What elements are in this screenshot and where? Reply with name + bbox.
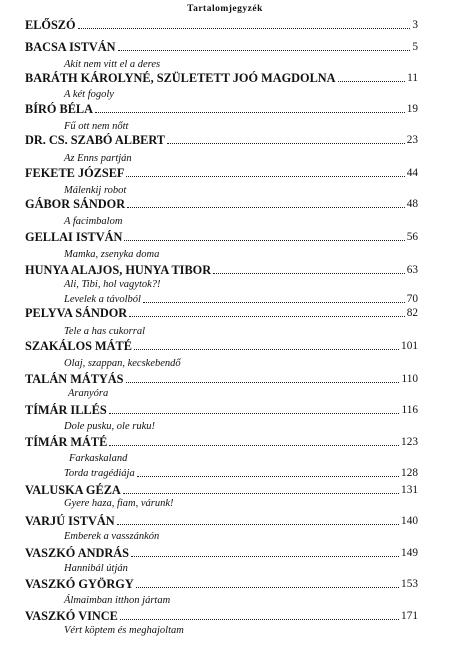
leader-dots [127,206,405,208]
toc-entry[interactable] [25,514,418,528]
toc-entry-name: FEKETE JÓZSEF [25,166,125,180]
leader-dots [126,175,404,177]
toc-entry[interactable] [25,197,418,211]
toc-entry[interactable] [25,306,418,320]
toc-entry-page: 140 [401,515,418,527]
toc-entry-page: 131 [401,484,418,496]
toc-entry[interactable] [25,372,418,386]
toc-entry[interactable] [25,102,418,116]
toc-entry-page: 101 [401,340,418,352]
toc-entry[interactable] [25,71,418,85]
toc-subtitle: Emberek a vasszánkón [64,531,160,542]
leader-dots [338,80,406,82]
toc-entry[interactable] [25,577,418,591]
toc-entry-name: VASZKÓ ANDRÁS [25,546,129,560]
toc-subtitle: Olaj, szappan, kecskebendő [64,358,181,369]
toc-entry-page: 63 [406,264,418,276]
leader-dots [109,412,400,414]
toc-subtitle: Farkaskaland [69,453,128,464]
toc-subentry[interactable] [64,293,418,306]
toc-entry[interactable] [25,403,418,417]
toc-subtitle: Aranyóra [68,388,109,399]
toc-title: Tartalomjegyzék [187,4,263,14]
toc-entry-name: HUNYA ALAJOS, HUNYA TIBOR [25,263,212,277]
toc-entry-name: DR. CS. SZABÓ ALBERT [25,133,165,147]
toc-entry[interactable] [25,166,418,180]
leader-dots [78,27,411,29]
toc-entry-page: 123 [401,436,418,448]
toc-subtitle: Az Enns partján [64,153,132,164]
toc-entry-name: TALÁN MÁTYÁS [25,372,124,386]
toc-entry-name: ELŐSZÓ [25,18,76,32]
toc-entry-name: VALUSKA GÉZA [25,483,121,497]
leader-dots [136,586,399,588]
toc-entry-page: 110 [401,373,418,385]
toc-entry-page: 149 [401,547,418,559]
toc-subtitle: Levelek a távolból [64,294,141,305]
leader-dots [95,111,405,113]
toc-subtitle: Mamka, zsenyka doma [64,249,160,260]
toc-subtitle: Ali, Tibi, hol vagytok?! [64,279,161,290]
toc-entry[interactable] [25,435,418,449]
leader-dots [137,475,399,477]
toc-entry[interactable] [25,339,418,353]
toc-entry-name: TÍMÁR MÁTÉ [25,435,108,449]
toc-entry-page: 171 [401,610,418,622]
toc-entry[interactable] [25,40,418,54]
toc-entry-name: SZAKÁLOS MÁTÉ [25,339,132,353]
toc-entry-page: 116 [401,404,418,416]
toc-subtitle: Fű ott nem nőtt [64,121,129,132]
toc-subtitle: Tele a has cukorral [64,326,145,337]
toc-subtitle: Dole pusku, ole ruku! [64,421,155,432]
toc-entry-page: 82 [406,307,418,319]
leader-dots [117,523,399,525]
toc-entry-page: 153 [401,578,418,590]
toc-entry-page: 5 [412,41,418,53]
toc-entry-name: TÍMÁR ILLÉS [25,403,107,417]
toc-entry[interactable] [25,483,418,497]
toc-entry[interactable] [25,263,418,277]
toc-entry[interactable] [25,133,418,147]
toc-subtitle: A facimbalom [64,216,123,227]
toc-entry-name: GELLAI ISTVÁN [25,230,123,244]
toc-entry-name: VASZKÓ VINCE [25,609,118,623]
leader-dots [131,555,399,557]
leader-dots [126,381,400,383]
toc-entry-page: 128 [401,467,418,479]
toc-subtitle: Gyere haza, fiam, várunk! [64,498,174,509]
toc-subtitle: Álmaimban itthon jártam [64,595,171,606]
toc-subentry[interactable] [64,467,418,480]
toc-entry-name: GÁBOR SÁNDOR [25,197,126,211]
leader-dots [124,239,404,241]
leader-dots [213,272,405,274]
toc-subtitle: Málenkij robot [64,185,127,196]
leader-dots [134,348,399,350]
leader-dots [118,49,411,51]
toc-entry-name: VARJÚ ISTVÁN [25,514,115,528]
toc-entry[interactable] [25,230,418,244]
leader-dots [123,492,399,494]
toc-subtitle: Torda tragédiája [64,468,135,479]
toc-subtitle: Akit nem vitt el a deres [64,59,161,70]
toc-entry-page: 3 [412,19,418,31]
toc-entry-page: 48 [406,198,418,210]
toc-entry-page: 11 [407,72,418,84]
toc-entry[interactable] [25,609,418,623]
toc-entry-name: BACSA ISTVÁN [25,40,116,54]
toc-entry-name: PELYVA SÁNDOR [25,306,128,320]
toc-subtitle: Hannibál útján [64,563,128,574]
leader-dots [120,618,399,620]
toc-entry-page: 70 [406,293,418,305]
leader-dots [167,142,405,144]
leader-dots [143,301,405,303]
leader-dots [129,315,405,317]
toc-entry[interactable] [25,18,418,32]
toc-entry-name: BÍRÓ BÉLA [25,102,93,116]
toc-entry-page: 44 [406,167,418,179]
toc-entry-page: 23 [406,134,418,146]
toc-subtitle: A két fogoly [64,89,114,100]
toc-entry-page: 19 [406,103,418,115]
leader-dots [109,444,399,446]
toc-entry-name: BARÁTH KÁROLYNÉ, SZÜLETETT JOÓ MAGDOLNA [25,71,336,85]
toc-subtitle: Vért köptem és meghajoltam [64,625,184,636]
toc-entry[interactable] [25,546,418,560]
toc-entry-name: VASZKÓ GYÖRGY [25,577,134,591]
toc-entry-page: 56 [406,231,418,243]
